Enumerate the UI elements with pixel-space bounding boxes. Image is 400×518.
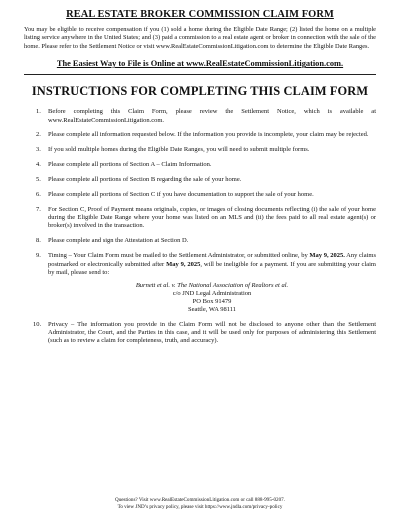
instruction-text: Please complete all information requested below. If the information you provide is incomplete, your claim may be rejected. [48,131,369,139]
instruction-text: Timing – Your Claim Form must be mailed to the Settlement Administrator, or submitted online, by [48,252,310,260]
instruction-text: Privacy – The information you provide in the Claim Form will not be disclosed to anyone other than the Settlement Administrator, the Court, and the Parties in this case, and it will be used only for purposes of administering this Settlement (such as to review a claim for completeness, truth, and accuracy). [48,320,376,345]
instructions-heading: INSTRUCTIONS FOR COMPLETING THIS CLAIM FORM [31,84,369,99]
form-title: REAL ESTATE BROKER COMMISSION CLAIM FORM [66,9,334,20]
instruction-number: 6. [36,190,41,198]
instruction-item [36,237,376,245]
instruction-text: , will be ineligible for a payment. If you are submitting your claim by mail, please send to: [48,260,376,276]
instruction-number: 8. [36,237,41,245]
instruction-text: Please complete all portions of Section C if you have documentation to support the sale of your home. [48,190,314,198]
instruction-text: Please complete and sign the Attestation at Section D. [48,237,189,245]
instruction-number: 9. [36,252,41,260]
instruction-text: For Section C, Proof of Payment means originals, copies, or images of closing documents reflecting (i) the sale of your home during the Eligible Date Range where your home was listed on an MLS and (ii) the fees paid to all real estate agent(s) or broker(s) involved in the transaction. [48,205,376,230]
divider [24,74,376,75]
address-line: Seattle, WA 98111 [188,306,236,314]
instruction-number: 5. [36,176,41,184]
instruction-item [36,191,376,199]
instruction-item [36,206,376,231]
page-footer [0,497,400,510]
instruction-text: If you sold multiple homes during the Eligible Date Ranges, you will need to submit multiple forms. [48,146,310,154]
instruction-text: Please complete all portions of Section B regarding the sale of your home. [48,176,242,184]
instruction-number: 7. [36,205,41,213]
instruction-number: 3. [36,146,41,154]
instruction-item-privacy [33,320,376,346]
instruction-item-timing [36,252,376,314]
file-online-notice: The Easiest Way to File is Online at www.RealEstateCommissionLitigation.com. [56,59,344,69]
instruction-number: 2. [36,131,41,139]
instruction-item [36,161,376,169]
instruction-number: 4. [36,161,41,169]
instruction-item [36,146,376,154]
instruction-item [36,131,376,139]
mailing-address [48,282,376,314]
deadline-date: May 9, 2025 [166,260,201,268]
case-caption: Burnett et al. v. The National Association of Realtors et al. [135,282,289,290]
address-line: c/o JND Legal Administration [172,290,252,298]
instruction-number: 1. [36,108,41,116]
instruction-item [36,176,376,184]
deadline-date: May 9, 2025. [309,252,345,260]
instruction-item [36,108,376,125]
footer-contact: Questions? Visit www.RealEstateCommissionLitigation.com or call 888-995-0207. [115,497,285,503]
instruction-text: Please complete all portions of Section A – Claim Information. [48,161,212,169]
instruction-text: Before completing this Claim Form, please review the Settlement Notice, which is available at www.RealEstateCommissionLitigation.com. [48,108,376,124]
instructions-list [24,108,376,345]
instruction-number: 10. [33,320,42,328]
footer-privacy-link: To view JND’s privacy policy, please visit https://www.jndla.com/privacy-policy [117,503,283,510]
intro-paragraph: You may be eligible to receive compensation if you (1) sold a home during the Eligible Date Range; (2) listed the home on a multiple listing service anywhere in the United States; and (3) paid a commission to a real estate agent or broker in connection with the sale of the home. Please refer to the Settlement Notice or visit www.RealEstateCommissionLitigation.com to determine the Eligible Date Ranges. [24,26,376,50]
address-line: PO Box 91479 [192,298,232,306]
instruction-text: Any claims postmarked or electronically submitted after [48,252,376,268]
